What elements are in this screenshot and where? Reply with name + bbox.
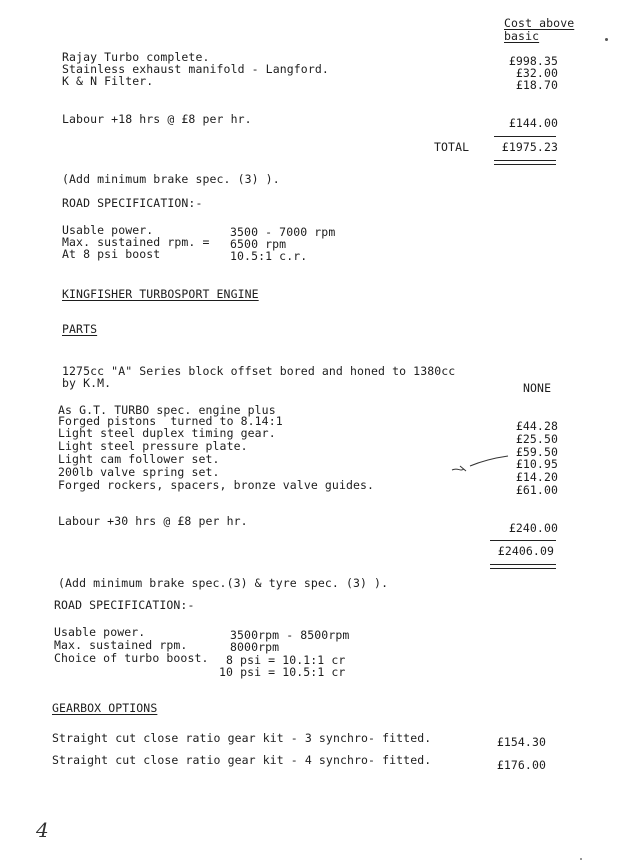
kingfisher-item-price: £10.95 (515, 457, 558, 471)
cost-column-heading-line2: basic (504, 29, 540, 43)
subtotal-rule (490, 540, 556, 541)
kingfisher-labour-text: Labour +30 hrs @ £8 per hr. (58, 514, 248, 528)
kingfisher-item-name: 200lb valve spring set. (58, 465, 220, 479)
kingfisher-item-name: Light steel duplex timing gear. (58, 426, 276, 440)
kingfisher-road-spec-label: Choice of turbo boost. (54, 651, 209, 665)
total-double-rule-2 (490, 568, 556, 569)
kingfisher-road-spec-value: 8000rpm (230, 640, 280, 654)
turbo-road-spec-value: 6500 rpm (230, 237, 287, 251)
kingfisher-road-spec-label: Max. sustained rpm. (54, 638, 188, 652)
kingfisher-block-price: NONE (523, 381, 552, 395)
turbo-road-spec-label: Max. sustained rpm. = (62, 235, 210, 249)
kingfisher-item-price: £44.28 (515, 419, 558, 433)
kingfisher-note: (Add minimum brake spec.(3) & tyre spec. (3) ). (58, 576, 389, 590)
gearbox-item-price: £154.30 (496, 735, 546, 749)
kingfisher-section-title: KINGFISHER TURBOSPORT ENGINE (62, 287, 259, 301)
kingfisher-item-name: Light cam follower set. (58, 452, 220, 466)
turbo-brake-note: (Add minimum brake spec. (3) ). (62, 172, 280, 186)
total-double-rule-1 (494, 160, 556, 161)
turbo-road-spec-label: Usable power. (62, 223, 154, 237)
scan-speck (580, 858, 582, 860)
kingfisher-road-spec-value: 3500rpm - 8500rpm (230, 628, 350, 642)
turbo-item-name: Rajay Turbo complete. (62, 50, 210, 64)
kingfisher-item-price: £14.20 (515, 470, 558, 484)
cost-column-heading-line1: Cost above (504, 16, 575, 30)
kingfisher-item-name: Forged pistons turned to 8.14:1 (58, 414, 283, 428)
page-number: 4 (36, 818, 49, 842)
turbo-item-price: £998.35 (508, 54, 558, 68)
kingfisher-item-name: Light steel pressure plate. (58, 439, 248, 453)
turbo-item-name: Stainless exhaust manifold - Langford. (62, 62, 329, 76)
kingfisher-road-spec-label: Usable power. (54, 625, 146, 639)
kingfisher-block-line2: by K.M. (62, 376, 112, 390)
gearbox-item-name: Straight cut close ratio gear kit - 4 synchro- fitted. (52, 753, 432, 767)
kingfisher-road-spec-title: ROAD SPECIFICATION:- (54, 598, 195, 612)
kingfisher-road-spec-value: 10 psi = 10.5:1 cr (219, 665, 346, 679)
turbo-road-spec-label: At 8 psi boost (62, 247, 161, 261)
kingfisher-road-spec-value: 8 psi = 10.1:1 cr (226, 653, 346, 667)
turbo-road-spec-value: 10.5:1 c.r. (230, 249, 308, 263)
turbo-item-price: £18.70 (515, 78, 558, 92)
turbo-labour-text: Labour +18 hrs @ £8 per hr. (62, 112, 252, 126)
kingfisher-item-price: £61.00 (515, 483, 558, 497)
turbo-item-price: £32.00 (515, 66, 558, 80)
gearbox-item-name: Straight cut close ratio gear kit - 3 synchro- fitted. (52, 731, 432, 745)
scan-speck (605, 38, 608, 41)
total-double-rule-1 (490, 564, 556, 565)
kingfisher-block-line1: 1275cc "A" Series block offset bored and honed to 1380cc (62, 364, 456, 378)
turbo-road-spec-value: 3500 - 7000 rpm (230, 225, 336, 239)
kingfisher-labour-price: £240.00 (508, 521, 558, 535)
subtotal-rule (494, 136, 556, 137)
turbo-labour-price: £144.00 (508, 116, 558, 130)
turbo-total-label: TOTAL (434, 140, 470, 154)
kingfisher-total: £2406.09 (497, 544, 554, 558)
kingfisher-item-name: Forged rockers, spacers, bronze valve guides. (58, 478, 375, 492)
kingfisher-item-name: As G.T. TURBO spec. engine plus (58, 403, 276, 417)
kingfisher-item-price: £59.50 (515, 445, 558, 459)
turbo-total: £1975.23 (501, 140, 558, 154)
pen-stroke-mark (450, 452, 510, 476)
gearbox-section-title: GEARBOX OPTIONS (52, 701, 158, 715)
kingfisher-item-price: £25.50 (515, 432, 558, 446)
kingfisher-parts-title: PARTS (62, 322, 98, 336)
gearbox-item-price: £176.00 (496, 758, 546, 772)
turbo-item-name: K & N Filter. (62, 74, 154, 88)
total-double-rule-2 (494, 164, 556, 165)
turbo-road-spec-title: ROAD SPECIFICATION:- (62, 196, 203, 210)
